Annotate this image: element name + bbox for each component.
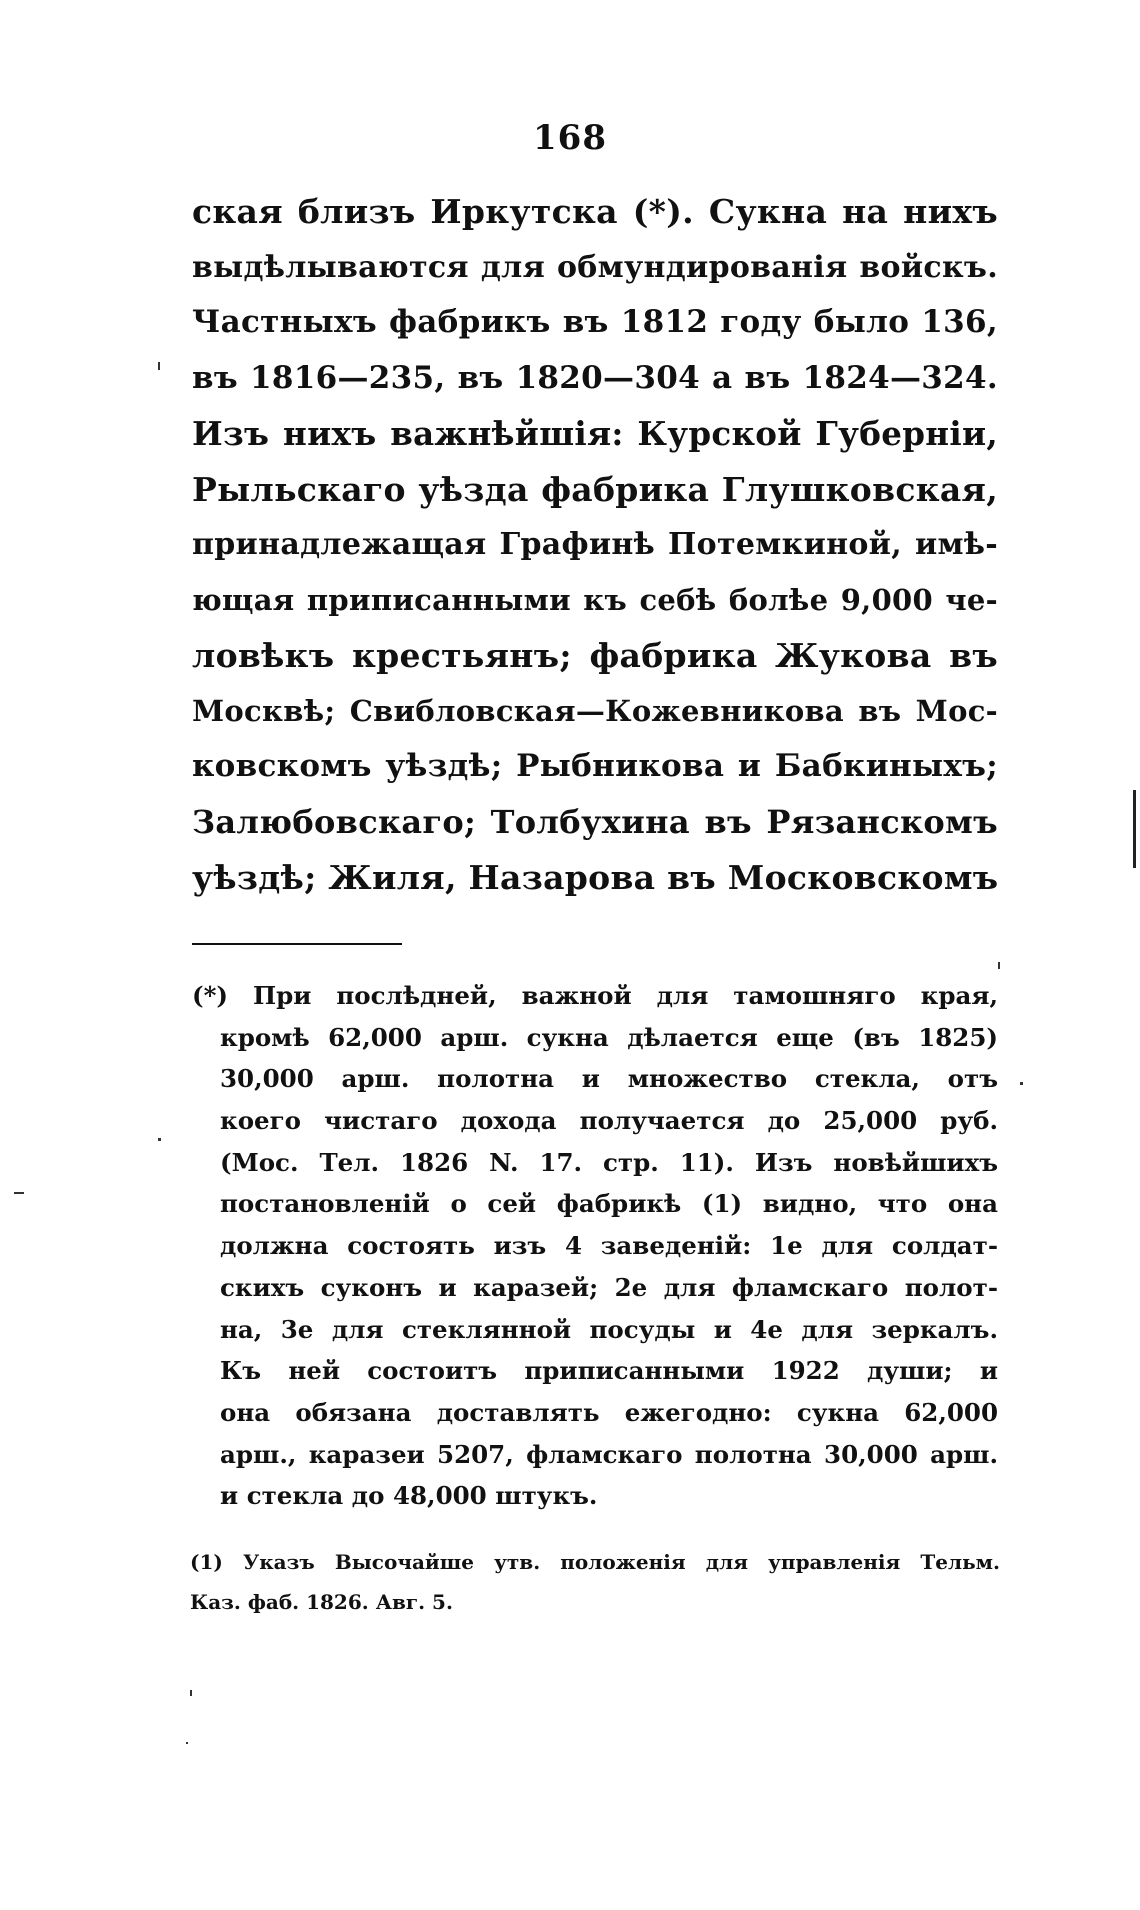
text-line: Рыльскаго уѣзда фабрика Глушковская, [192, 469, 998, 509]
footnote-line: коего чистаго дохода получается до 25,000 руб. [220, 1106, 998, 1136]
footnote-line: постановленій о сей фабрикѣ (1) видно, что она [220, 1189, 998, 1219]
footnote-line: на, 3е для стеклянной посуды и 4е для зеркалъ. [220, 1314, 998, 1344]
text-line: ющая приписанными къ себѣ болѣе 9,000 че- [192, 582, 998, 617]
footnote-divider [192, 943, 402, 945]
text-line: Залюбовскаго; Толбухина въ Рязанскомъ [192, 802, 998, 841]
footnote-line: арш., каразеи 5207, фламскаго полотна 30,000 арш. [220, 1439, 998, 1469]
footnote-line: (*) При послѣдней, важной для тамошняго края, [192, 981, 998, 1010]
text-line: Москвѣ; Свибловская—Кожевникова въ Мос- [192, 693, 998, 728]
footnote-line: 30,000 арш. полотна и множество стекла, отъ [220, 1064, 998, 1094]
sub-footnote [190, 1542, 1000, 1622]
text-line: уѣздѣ; Жиля, Назарова въ Московскомъ [192, 858, 999, 897]
scan-speck [158, 1138, 161, 1141]
sub-footnote-line: Каз. фаб. 1826. Авг. 5. [190, 1590, 453, 1614]
footnote-line: и стекла до 48,000 штукъ. [220, 1481, 598, 1511]
text-line: Изъ нихъ важнѣйшія: Курской Губерніи, [192, 414, 998, 453]
main-text [192, 184, 998, 906]
footnote-line: кромѣ 62,000 арш. сукна дѣлается еще (въ 1825) [220, 1022, 998, 1052]
scan-speck [190, 1690, 192, 1696]
text-line: ловѣкъ крестьянъ; фабрика Жукова въ [192, 636, 998, 675]
page-number: 168 [533, 118, 607, 158]
text-line: въ 1816—235, въ 1820—304 а въ 1824—324. [192, 359, 998, 396]
text-line: выдѣлываются для обмундированія войскъ. [192, 249, 998, 285]
scan-speck [14, 1192, 24, 1194]
text-line: ковскомъ уѣздѣ; Рыбникова и Бабкиныхъ; [192, 748, 998, 784]
text-line: Частныхъ фабрикъ въ 1812 году было 136, [192, 304, 998, 340]
scan-speck [998, 962, 1000, 969]
scan-margin-mark [1133, 790, 1136, 868]
footnote-line: Къ ней состоитъ приписанными 1922 души; и [220, 1356, 998, 1386]
sub-footnote-line: (1) Указъ Высочайше утв. положенія для управленія Тельм. [190, 1550, 1000, 1574]
footnote-line: она обязана доставлять ежегодно: сукна 62,000 [220, 1397, 998, 1427]
scan-speck [158, 362, 160, 370]
footnote-line: скихъ суконъ и каразей; 2е для фламскаго полот- [220, 1272, 998, 1302]
text-line: принадлежащая Графинѣ Потемкиной, имѣ- [192, 527, 998, 562]
footnote-line: должна состоять изъ 4 заведеній: 1е для солдат- [220, 1231, 998, 1261]
text-line: ская близъ Иркутска (*). Сукна на нихъ [192, 192, 998, 231]
footnote [192, 975, 998, 1517]
scan-speck [1020, 1082, 1023, 1085]
scan-speck [186, 1742, 188, 1744]
footnote-line: (Мос. Тел. 1826 N. 17. стр. 11). Изъ новѣйшихъ [220, 1147, 998, 1177]
